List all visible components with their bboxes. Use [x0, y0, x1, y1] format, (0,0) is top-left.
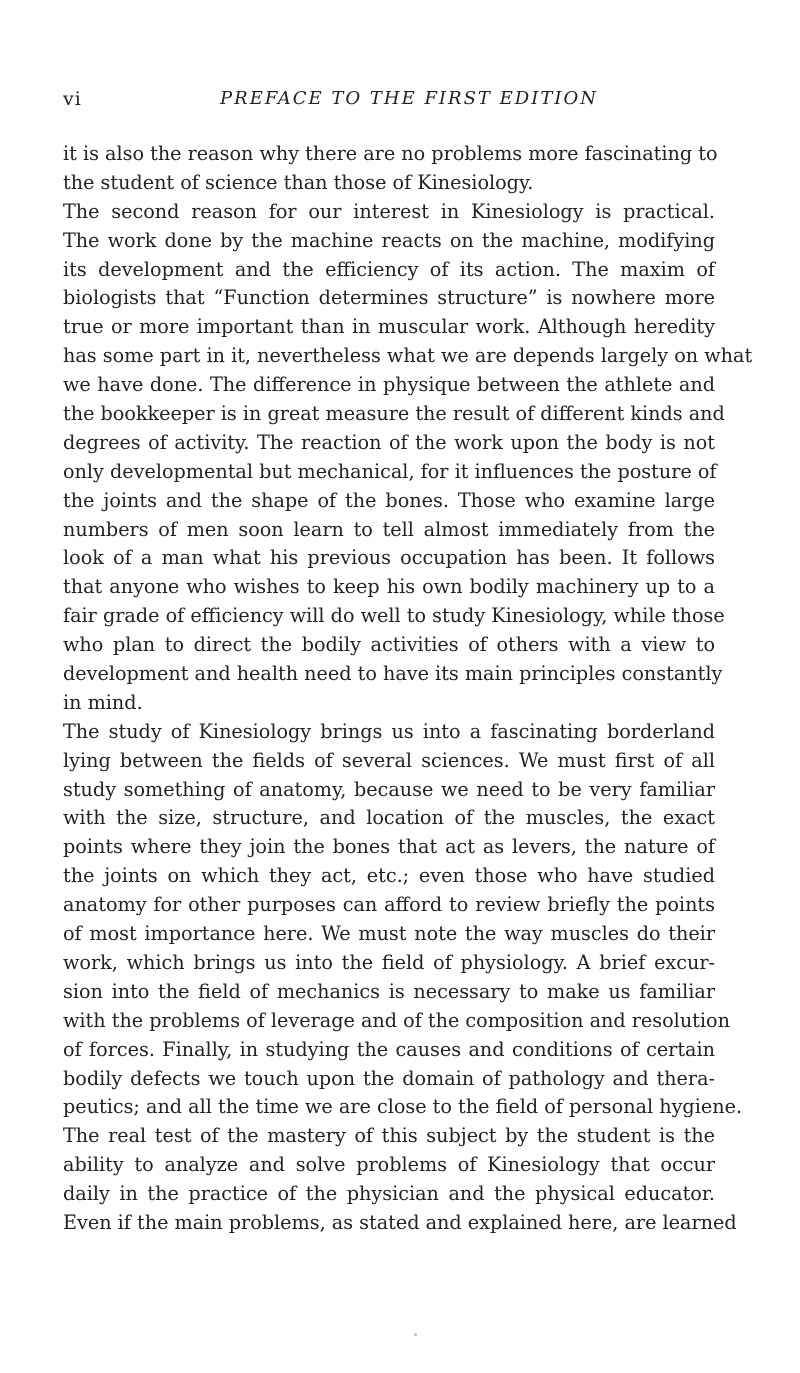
text-line: it is also the reason why there are no problems more fascinating to [63, 142, 718, 165]
text-line: points where they join the bones that act as levers, the nature of [63, 835, 715, 859]
text-line: The study of Kinesiology brings us into a fascinating borderland [63, 719, 715, 743]
text-line: with the size, structure, and location of the muscles, the exact [63, 806, 715, 830]
page-number: vi [63, 88, 82, 110]
ink-speck [414, 1333, 417, 1336]
text-line: of forces. Finally, in studying the causes and conditions of certain [63, 1037, 715, 1061]
text-line: we have done. The difference in physique between the athlete and [63, 373, 715, 397]
text-line: the joints and the shape of the bones. Those who examine large [63, 488, 715, 512]
text-line: the joints on which they act, etc.; even those who have studied [63, 864, 715, 888]
text-line: degrees of activity. The reaction of the work upon the body is not [63, 430, 715, 454]
text-line: peutics; and all the time we are close to the field of personal hygiene. [63, 1095, 743, 1119]
text-line: numbers of men soon learn to tell almost immediately from the [63, 517, 715, 541]
text-line: true or more important than in muscular work. Although heredity [63, 315, 715, 339]
text-line: The work done by the machine reacts on the machine, modifying [63, 228, 715, 252]
text-line: who plan to direct the bodily activities of others with a view to [63, 633, 715, 657]
text-line: bodily defects we touch upon the domain of pathology and thera- [63, 1066, 715, 1090]
text-line: work, which brings us into the field of physiology. A brief excur- [63, 950, 715, 974]
text-line: sion into the field of mechanics is necessary to make us familiar [63, 979, 715, 1003]
text-line: lying between the fields of several sciences. We must first of all [63, 748, 715, 772]
text-line: The real test of the mastery of this subject by the student is the [63, 1124, 715, 1148]
text-line: The second reason for our interest in Kinesiology is practical. [63, 199, 715, 223]
text-line: anatomy for other purposes can afford to review briefly the points [63, 893, 715, 917]
page-header [63, 88, 715, 118]
running-head: PREFACE TO THE FIRST EDITION [220, 88, 598, 109]
text-line: look of a man what his previous occupation has been. It follows [63, 546, 715, 570]
text-line: fair grade of efficiency will do well to study Kinesiology, while those [63, 604, 725, 628]
text-line: study something of anatomy, because we need to be very familiar [63, 777, 715, 801]
body-text [63, 140, 753, 1238]
text-line: in mind. [63, 690, 143, 714]
text-line: has some part in it, nevertheless what we are depends largely on what [63, 344, 753, 368]
text-line: of most importance here. We must note the way muscles do their [63, 922, 715, 946]
text-line: development and health need to have its main principles constantly [63, 662, 723, 686]
text-line: Even if the main problems, as stated and explained here, are learned [63, 1210, 737, 1234]
text-line: the bookkeeper is in great measure the result of different kinds and [63, 402, 725, 426]
text-line: biologists that “Function determines structure” is nowhere more [63, 286, 715, 310]
text-line: daily in the practice of the physician and the physical educator. [63, 1182, 715, 1206]
text-line: its development and the efficiency of its action. The maxim of [63, 257, 715, 281]
text-line: ability to analyze and solve problems of Kinesiology that occur [63, 1153, 715, 1177]
text-line: the student of science than those of Kinesiology. [63, 170, 534, 194]
text-line: only developmental but mechanical, for it influences the posture of [63, 459, 717, 483]
text-line: that anyone who wishes to keep his own bodily machinery up to a [63, 575, 715, 599]
text-line: with the problems of leverage and of the composition and resolution [63, 1008, 730, 1032]
